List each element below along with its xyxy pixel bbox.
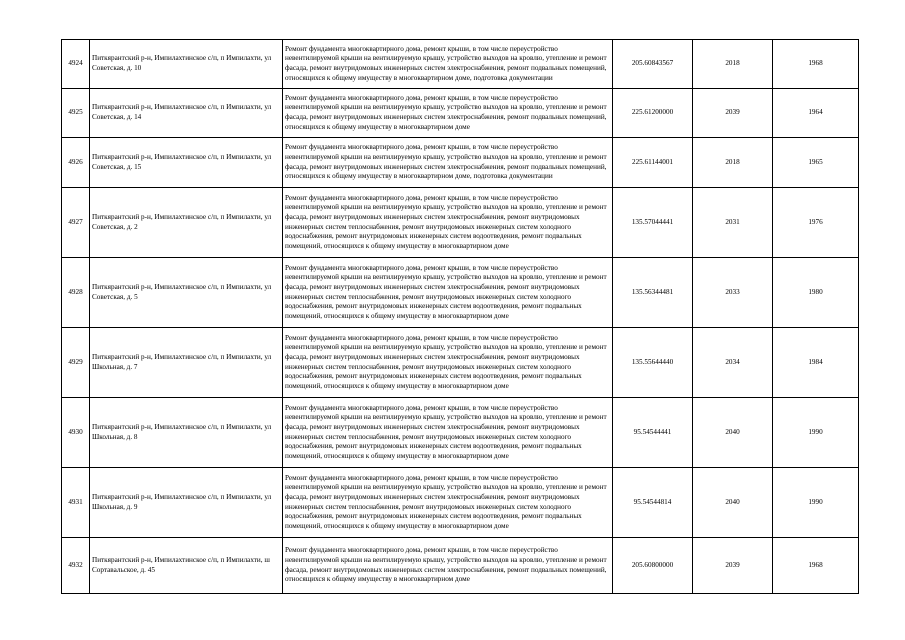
capital-repair-table bbox=[61, 39, 859, 594]
works-cell: Ремонт фундамента многоквартирного дома, ремонт крыши, в том числе переустройство невентилируемой крыши на вентилируемую крышу, устройство выходов на кровлю, утепление и ремонт фасада, ремонт внутридомовых инженерных систем электроснабжения, ремонт внутридомовых инженерных систем теплоснабжения, ремонт внутридомовых инженерных систем холодного водоснабжения, ремонт внутридомовых инженерных систем водоотведения, ремонт подвальных помещений, относящихся к общему имуществу в многоквартирном доме bbox=[283, 398, 613, 468]
address-cell: Питкярантский р-н, Импилахтинское с/п, п Импилахти, ул Советская, д. 14 bbox=[90, 89, 283, 138]
row-number: 4930 bbox=[62, 398, 90, 468]
row-number: 4924 bbox=[62, 40, 90, 89]
value-cell: 225.61144001 bbox=[613, 138, 693, 188]
build-year-cell: 1968 bbox=[773, 40, 859, 89]
value-cell: 135.57044441 bbox=[613, 188, 693, 258]
address-cell: Питкярантский р-н, Импилахтинское с/п, п Импилахти, ул Советская, д. 15 bbox=[90, 138, 283, 188]
works-cell: Ремонт фундамента многоквартирного дома, ремонт крыши, в том числе переустройство невентилируемой крыши на вентилируемую крышу, устройство выходов на кровлю, утепление и ремонт фасада, ремонт внутридомовых инженерных систем электроснабжения, ремонт внутридомовых инженерных систем теплоснабжения, ремонт внутридомовых инженерных систем холодного водоснабжения, ремонт внутридомовых инженерных систем водоотведения, ремонт подвальных помещений, относящихся к общему имуществу в многоквартирном доме bbox=[283, 468, 613, 538]
table-row bbox=[62, 538, 859, 594]
row-number: 4926 bbox=[62, 138, 90, 188]
row-number: 4925 bbox=[62, 89, 90, 138]
address-cell: Питкярантский р-н, Импилахтинское с/п, п Импилахти, ул Советская, д. 5 bbox=[90, 258, 283, 328]
address-cell: Питкярантский р-н, Импилахтинское с/п, п Импилахти, ул Школьная, д. 7 bbox=[90, 328, 283, 398]
works-cell: Ремонт фундамента многоквартирного дома, ремонт крыши, в том числе переустройство невентилируемой крыши на вентилируемую крышу, устройство выходов на кровлю, утепление и ремонт фасада, ремонт внутридомовых инженерных систем электроснабжения, ремонт подвальных помещений, относящихся к общему имуществу в многоквартирном доме bbox=[283, 538, 613, 594]
works-cell: Ремонт фундамента многоквартирного дома, ремонт крыши, в том числе переустройство невентилируемой крыши на вентилируемую крышу, устройство выходов на кровлю, утепление и ремонт фасада, ремонт внутридомовых инженерных систем электроснабжения, ремонт подвальных помещений, относящихся к общему имуществу в многоквартирном доме, подготовка документации bbox=[283, 40, 613, 89]
address-cell: Питкярантский р-н, Импилахтинское с/п, п Импилахти, ул Школьная, д. 8 bbox=[90, 398, 283, 468]
table-row bbox=[62, 398, 859, 468]
table-row bbox=[62, 188, 859, 258]
table-row bbox=[62, 258, 859, 328]
value-cell: 205.60800000 bbox=[613, 538, 693, 594]
works-cell: Ремонт фундамента многоквартирного дома, ремонт крыши, в том числе переустройство невентилируемой крыши на вентилируемую крышу, устройство выходов на кровлю, утепление и ремонт фасада, ремонт внутридомовых инженерных систем электроснабжения, ремонт внутридомовых инженерных систем теплоснабжения, ремонт внутридомовых инженерных систем холодного водоснабжения, ремонт внутридомовых инженерных систем водоотведения, ремонт подвальных помещений, относящихся к общему имуществу в многоквартирном доме bbox=[283, 258, 613, 328]
row-number: 4932 bbox=[62, 538, 90, 594]
works-cell: Ремонт фундамента многоквартирного дома, ремонт крыши, в том числе переустройство невентилируемой крыши на вентилируемую крышу, устройство выходов на кровлю, утепление и ремонт фасада, ремонт внутридомовых инженерных систем электроснабжения, ремонт подвальных помещений, относящихся к общему имуществу в многоквартирном доме bbox=[283, 89, 613, 138]
value-cell: 205.60843567 bbox=[613, 40, 693, 89]
repair-year-cell: 2034 bbox=[693, 328, 773, 398]
repair-year-cell: 2018 bbox=[693, 40, 773, 89]
build-year-cell: 1990 bbox=[773, 468, 859, 538]
works-cell: Ремонт фундамента многоквартирного дома, ремонт крыши, в том числе переустройство невентилируемой крыши на вентилируемую крышу, устройство выходов на кровлю, утепление и ремонт фасада, ремонт внутридомовых инженерных систем электроснабжения, ремонт внутридомовых инженерных систем теплоснабжения, ремонт внутридомовых инженерных систем холодного водоснабжения, ремонт внутридомовых инженерных систем водоотведения, ремонт подвальных помещений, относящихся к общему имуществу в многоквартирном доме bbox=[283, 328, 613, 398]
table-row bbox=[62, 40, 859, 89]
build-year-cell: 1968 bbox=[773, 538, 859, 594]
repair-year-cell: 2039 bbox=[693, 538, 773, 594]
value-cell: 135.56344481 bbox=[613, 258, 693, 328]
value-cell: 135.55644440 bbox=[613, 328, 693, 398]
table-row bbox=[62, 138, 859, 188]
row-number: 4927 bbox=[62, 188, 90, 258]
build-year-cell: 1980 bbox=[773, 258, 859, 328]
build-year-cell: 1965 bbox=[773, 138, 859, 188]
build-year-cell: 1990 bbox=[773, 398, 859, 468]
value-cell: 95.54544814 bbox=[613, 468, 693, 538]
row-number: 4931 bbox=[62, 468, 90, 538]
repair-year-cell: 2018 bbox=[693, 138, 773, 188]
table-row bbox=[62, 328, 859, 398]
table-row bbox=[62, 89, 859, 138]
works-cell: Ремонт фундамента многоквартирного дома, ремонт крыши, в том числе переустройство невентилируемой крыши на вентилируемую крышу, устройство выходов на кровлю, утепление и ремонт фасада, ремонт внутридомовых инженерных систем электроснабжения, ремонт внутридомовых инженерных систем теплоснабжения, ремонт внутридомовых инженерных систем холодного водоснабжения, ремонт внутридомовых инженерных систем водоотведения, ремонт подвальных помещений, относящихся к общему имуществу в многоквартирном доме bbox=[283, 188, 613, 258]
repair-year-cell: 2031 bbox=[693, 188, 773, 258]
build-year-cell: 1984 bbox=[773, 328, 859, 398]
repair-year-cell: 2039 bbox=[693, 89, 773, 138]
address-cell: Питкярантский р-н, Импилахтинское с/п, п Импилахти, ул Советская, д. 10 bbox=[90, 40, 283, 89]
works-cell: Ремонт фундамента многоквартирного дома, ремонт крыши, в том числе переустройство невентилируемой крыши на вентилируемую крышу, устройство выходов на кровлю, утепление и ремонт фасада, ремонт внутридомовых инженерных систем электроснабжения, ремонт подвальных помещений, относящихся к общему имуществу в многоквартирном доме, подготовка документации bbox=[283, 138, 613, 188]
value-cell: 225.61200000 bbox=[613, 89, 693, 138]
value-cell: 95.54544441 bbox=[613, 398, 693, 468]
repair-year-cell: 2040 bbox=[693, 398, 773, 468]
address-cell: Питкярантский р-н, Импилахтинское с/п, п Импилахти, ул Советская, д. 2 bbox=[90, 188, 283, 258]
build-year-cell: 1976 bbox=[773, 188, 859, 258]
address-cell: Питкярантский р-н, Импилахтинское с/п, п Импилахти, ул Школьная, д. 9 bbox=[90, 468, 283, 538]
row-number: 4928 bbox=[62, 258, 90, 328]
repair-year-cell: 2033 bbox=[693, 258, 773, 328]
repair-year-cell: 2040 bbox=[693, 468, 773, 538]
row-number: 4929 bbox=[62, 328, 90, 398]
table-row bbox=[62, 468, 859, 538]
build-year-cell: 1964 bbox=[773, 89, 859, 138]
table-body bbox=[62, 40, 859, 594]
address-cell: Питкярантский р-н, Импилахтинское с/п, п Импилахти, ш Сортавальское, д. 45 bbox=[90, 538, 283, 594]
